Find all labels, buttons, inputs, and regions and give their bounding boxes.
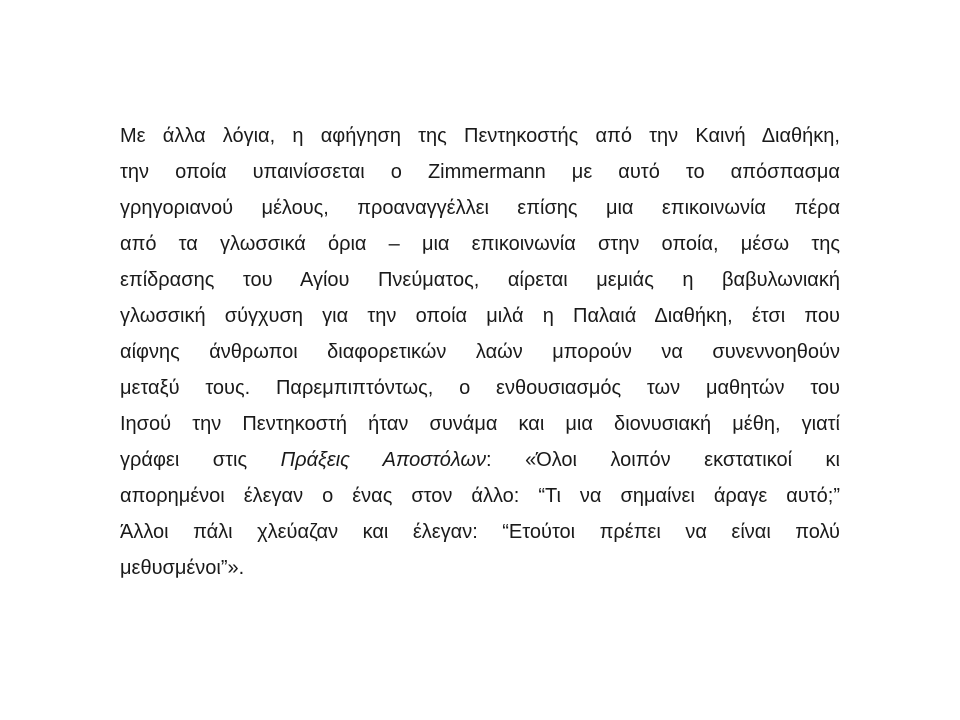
paragraph-line-12: Άλλοι πάλι χλεύαζαν και έλεγαν: “Ετούτοι πρέπει να είναι πολύ (120, 521, 840, 543)
paragraph-line-13: μεθυσμένοι”». (120, 557, 245, 579)
paragraph-line-8: μεταξύ τους. Παρεμπιπτόντως, ο ενθουσιασμός των μαθητών του (120, 377, 840, 399)
paragraph-line-1: Με άλλα λόγια, η αφήγηση της Πεντηκοστής από την Καινή Διαθήκη, (120, 125, 840, 147)
body-paragraph (120, 118, 840, 586)
paragraph-line-6: γλωσσική σύγχυση για την οποία μιλά η Παλαιά Διαθήκη, έτσι που (120, 305, 840, 327)
paragraph-line-9: Ιησού την Πεντηκοστή ήταν συνάμα και μια διονυσιακή μέθη, γιατί (120, 413, 840, 435)
paragraph-line-10 (120, 442, 840, 478)
line-10-end: : «Όλοι λοιπόν εκστατικοί κι (486, 449, 840, 471)
paragraph-line-2: την οποία υπαινίσσεται ο Zimmermann με αυτό το απόσπασμα (120, 161, 840, 183)
paragraph-line-7: αίφνης άνθρωποι διαφορετικών λαών μπορούν να συνεννοηθούν (120, 341, 840, 363)
book-title-italic: Πράξεις Αποστόλων (280, 449, 487, 471)
paragraph-line-11: απορημένοι έλεγαν ο ένας στον άλλο: “Τι να σημαίνει άραγε αυτό;” (120, 485, 840, 507)
paragraph-line-3: γρηγοριανού μέλους, προαναγγέλλει επίσης μια επικοινωνία πέρα (120, 197, 840, 219)
paragraph-line-5: επίδρασης του Αγίου Πνεύματος, αίρεται μεμιάς η βαβυλωνιακή (120, 269, 840, 291)
paragraph-line-4: από τα γλωσσικά όρια – μια επικοινωνία στην οποία, μέσω της (120, 233, 840, 255)
line-10-start: γράφει στις (120, 449, 281, 471)
